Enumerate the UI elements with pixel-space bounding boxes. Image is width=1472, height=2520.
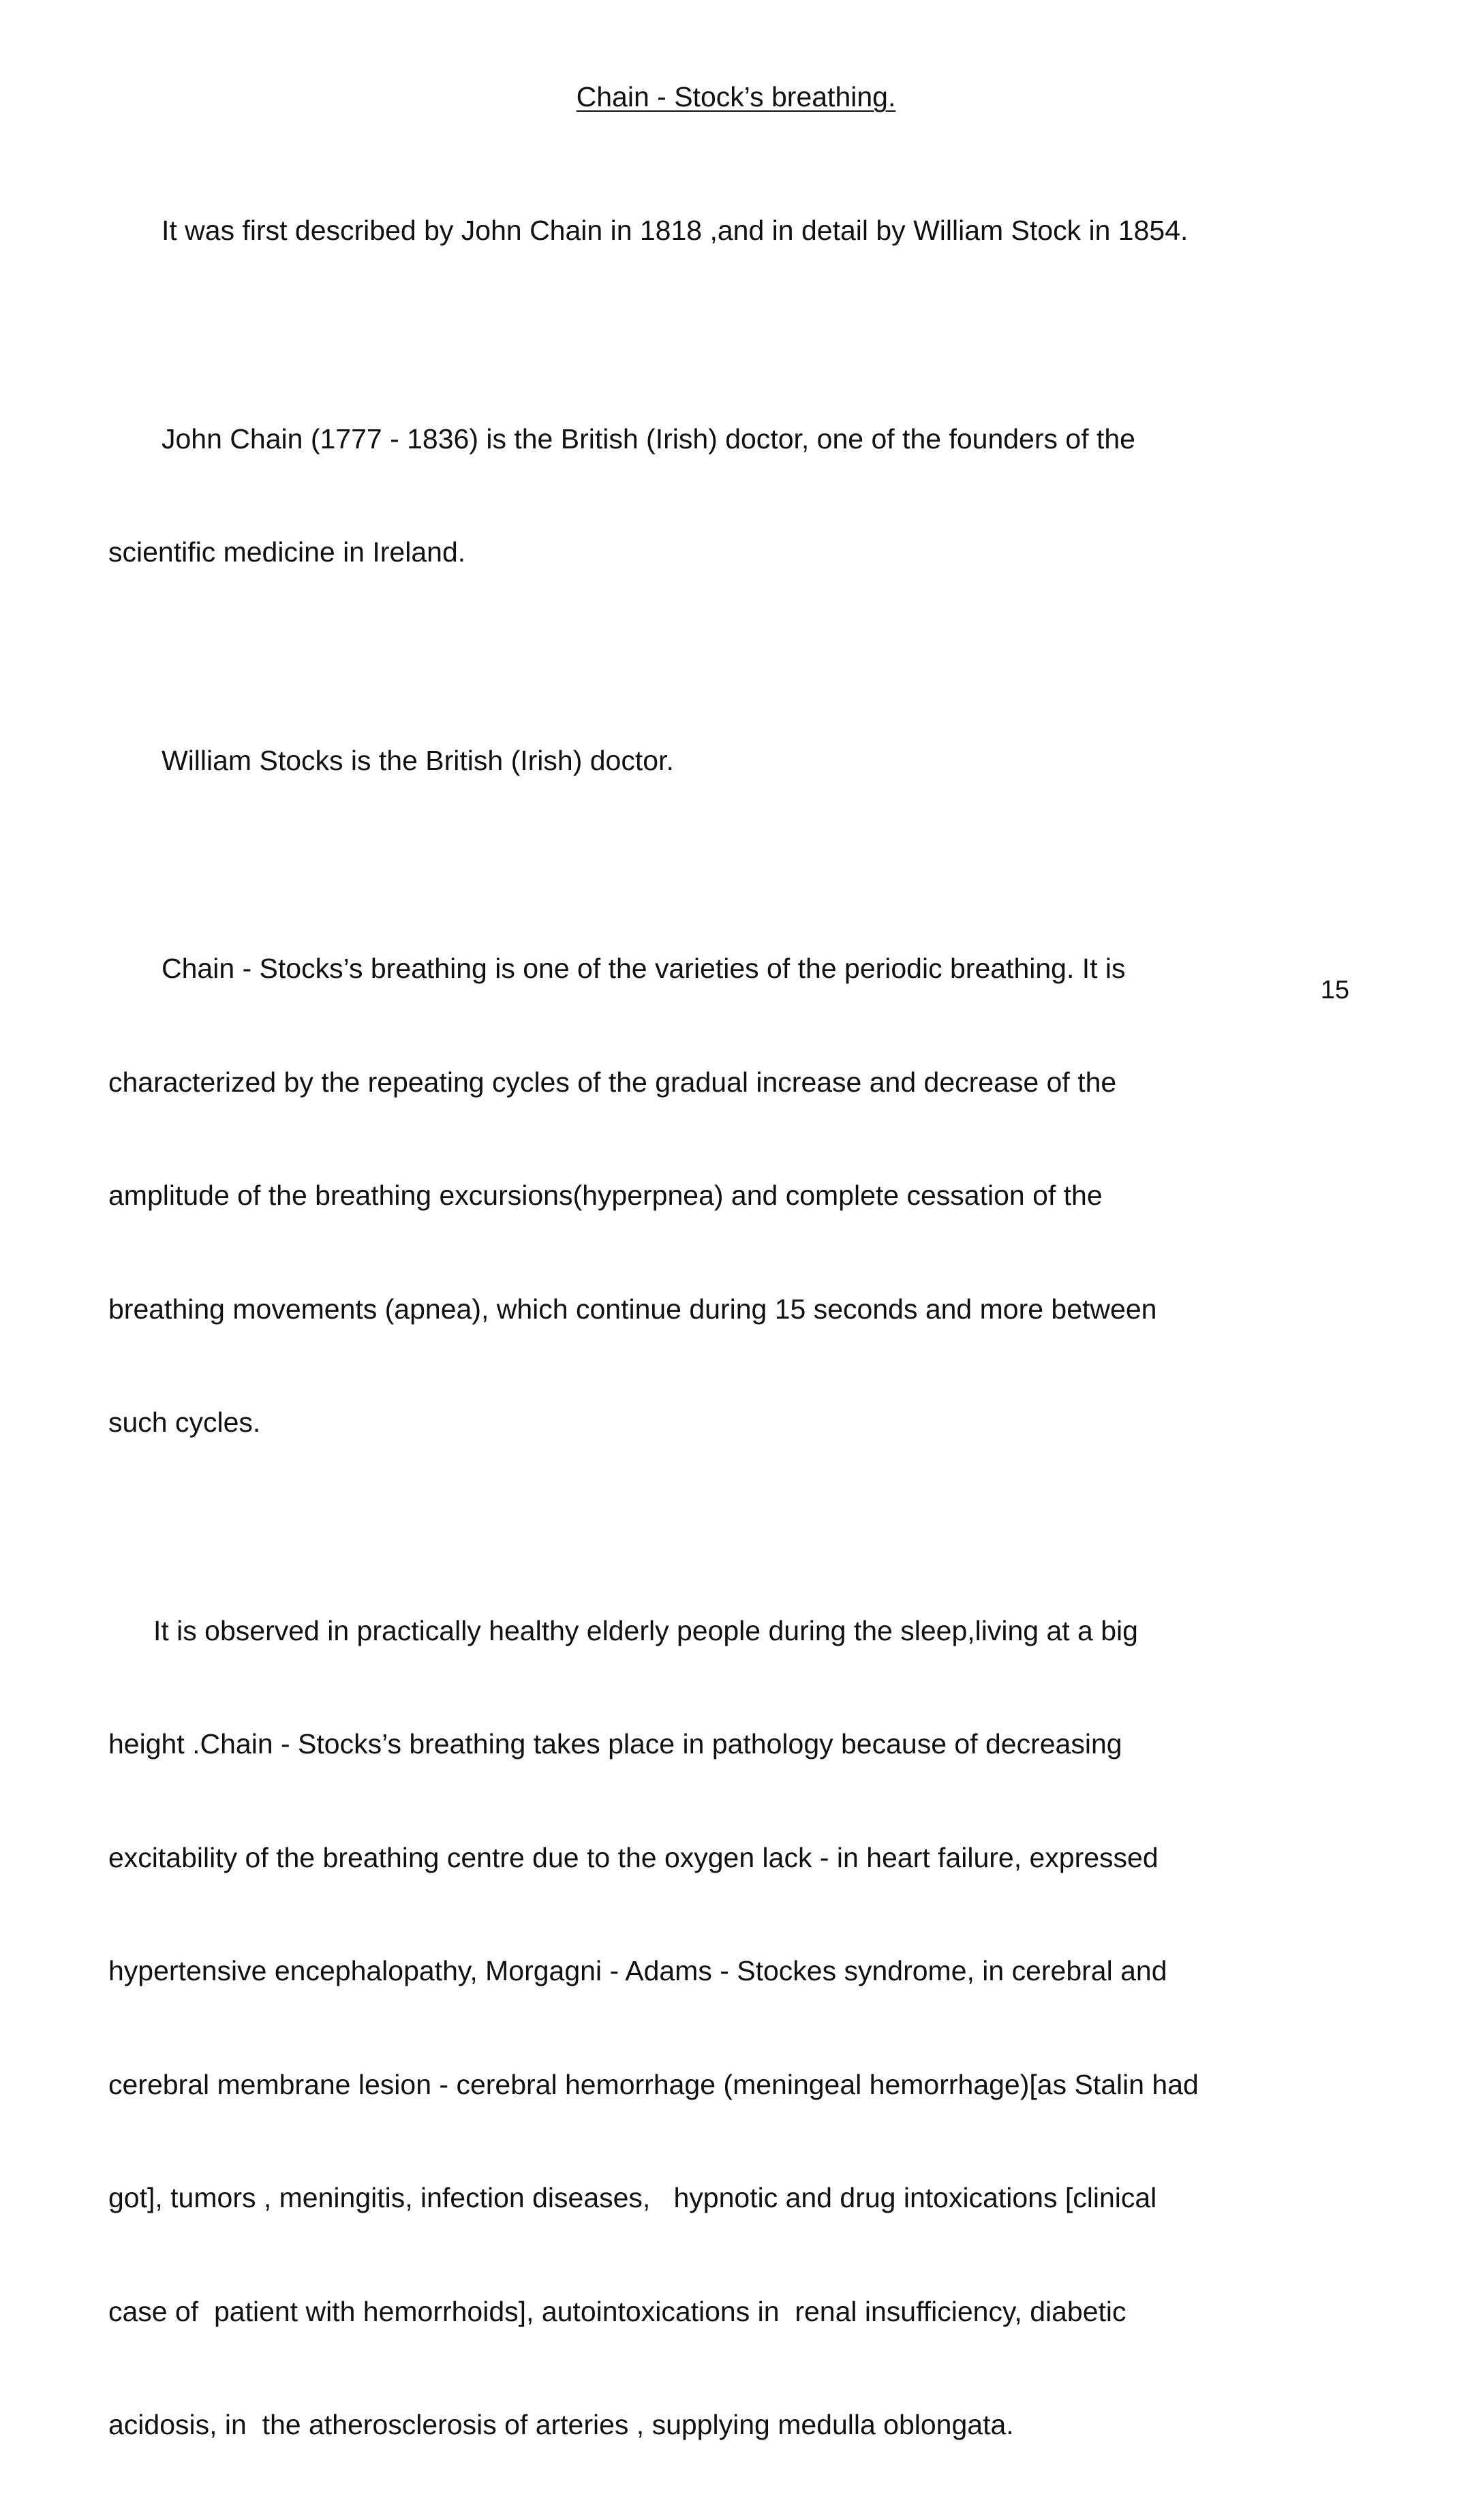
paragraph-line: amplitude of the breathing excursions(hyperpnea) and complete cessation of the bbox=[108, 1180, 1103, 1211]
paragraph-line: cerebral membrane lesion - cerebral hemorrhage (meningeal hemorrhage)[as Stalin had bbox=[108, 2068, 1199, 2100]
paragraph-john-chain bbox=[108, 345, 1342, 647]
paragraph-observation-pathology bbox=[108, 1537, 1342, 2520]
paragraph-line: John Chain (1777 - 1836) is the British (Irish) doctor, one of the founders of the bbox=[162, 422, 1135, 455]
paragraph-line: characterized by the repeating cycles of the gradual increase and decrease of the bbox=[108, 1066, 1117, 1098]
paragraph-line: William Stocks is the British (Irish) doctor. bbox=[162, 744, 674, 776]
paragraph-line: excitability of the breathing centre due to the oxygen lack - in heart failure, expressed bbox=[108, 1841, 1159, 1873]
paragraph-line: It was first described by John Chain in 1818 ,and in detail by William Stock in 1854. bbox=[162, 215, 1189, 246]
paragraph-line: such cycles. bbox=[108, 1407, 261, 1438]
paragraph-first-description bbox=[108, 136, 1342, 326]
paragraph-line: acidosis, in the atherosclerosis of arteries , supplying medulla oblongata. bbox=[108, 2409, 1014, 2440]
paragraph-william-stocks bbox=[108, 666, 1342, 856]
paragraph-definition bbox=[108, 874, 1342, 1518]
paragraph-line: case of patient with hemorrhoids], autointoxications in renal insufficiency, diabetic bbox=[108, 2295, 1126, 2327]
slide-body bbox=[108, 136, 1342, 2520]
paragraph-line: breathing movements (apnea), which continue during 15 seconds and more between bbox=[108, 1293, 1157, 1325]
paragraph-line: scientific medicine in Ireland. bbox=[108, 536, 466, 568]
paragraph-line: It is observed in practically healthy elderly people during the sleep,living at a big bbox=[153, 1614, 1138, 1646]
paragraph-line: got], tumors , meningitis, infection diseases, hypnotic and drug intoxications [clinical bbox=[108, 2182, 1157, 2213]
paragraph-line: height .Chain - Stocks’s breathing takes place in pathology because of decreasing bbox=[108, 1728, 1122, 1760]
paragraph-line: Chain - Stocks’s breathing is one of the varieties of the periodic breathing. It is bbox=[162, 953, 1126, 984]
paragraph-line: hypertensive encephalopathy, Morgagni - Adams - Stockes syndrome, in cerebral and bbox=[108, 1955, 1167, 1986]
page-number: 15 bbox=[1320, 976, 1349, 1004]
slide-title: Chain - Stock’s breathing. bbox=[576, 81, 896, 112]
